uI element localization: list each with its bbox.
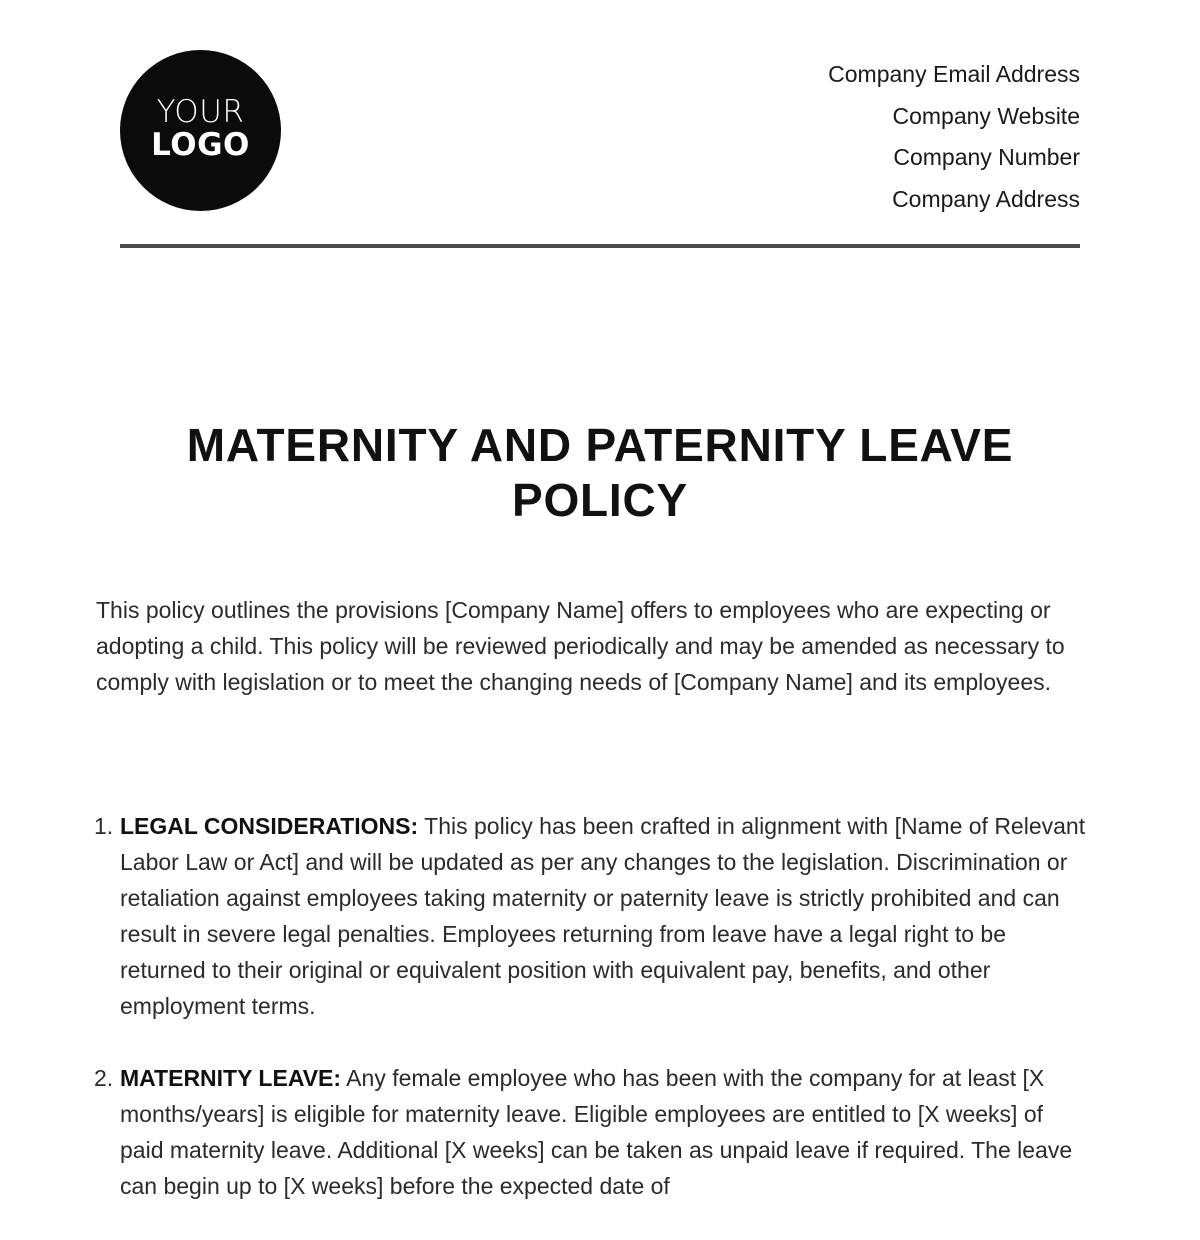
company-contact-block xyxy=(828,54,1080,220)
section-text: Any female employee who has been with the company for at least [X months/years] is eligible for maternity leave. Eligible employees are entitled to [X weeks] of paid maternity leave. Additional [X weeks] can be taken as unpaid leave if required. The leave can begin up to [X weeks] before the expected date of xyxy=(120,1065,1073,1199)
header-divider xyxy=(120,244,1080,248)
section-heading: LEGAL CONSIDERATIONS: xyxy=(120,813,419,839)
section-number: 1. xyxy=(94,813,114,839)
policy-sections-list xyxy=(96,808,1086,1240)
logo-text-line1: YOUR xyxy=(156,93,245,130)
intro-paragraph: This policy outlines the provisions [Company Name] offers to employees who are expecting or adopting a child. This policy will be reviewed periodically and may be amended as necessary to comply with legislation or to meet the changing needs of [Company Name] and its employees. xyxy=(96,597,1065,695)
section-heading: MATERNITY LEAVE: xyxy=(120,1065,342,1091)
company-email: Company Email Address xyxy=(828,61,1080,87)
company-address: Company Address xyxy=(892,185,1080,212)
company-website: Company Website xyxy=(892,102,1080,129)
policy-section-legal xyxy=(96,808,1086,1024)
company-number: Company Number xyxy=(893,144,1080,170)
document-header xyxy=(120,50,1080,250)
document-title: MATERNITY AND PATERNITY LEAVE POLICY xyxy=(186,419,1014,526)
section-number: 2. xyxy=(94,1065,114,1091)
company-logo xyxy=(120,50,281,211)
logo-text-line2: LOGO xyxy=(151,126,250,163)
section-text: This policy has been crafted in alignment with [Name of Relevant Labor Law or Act] and will be updated as per any changes to the legislation. Discrimination or retaliation against employees taking maternity or paternity leave is strictly prohibited and can result in severe legal penalties. Employees returning from leave have a legal right to be returned to their original or equivalent position with equivalent pay, benefits, and other employment terms. xyxy=(120,813,1086,1019)
policy-section-maternity xyxy=(96,1060,1086,1204)
